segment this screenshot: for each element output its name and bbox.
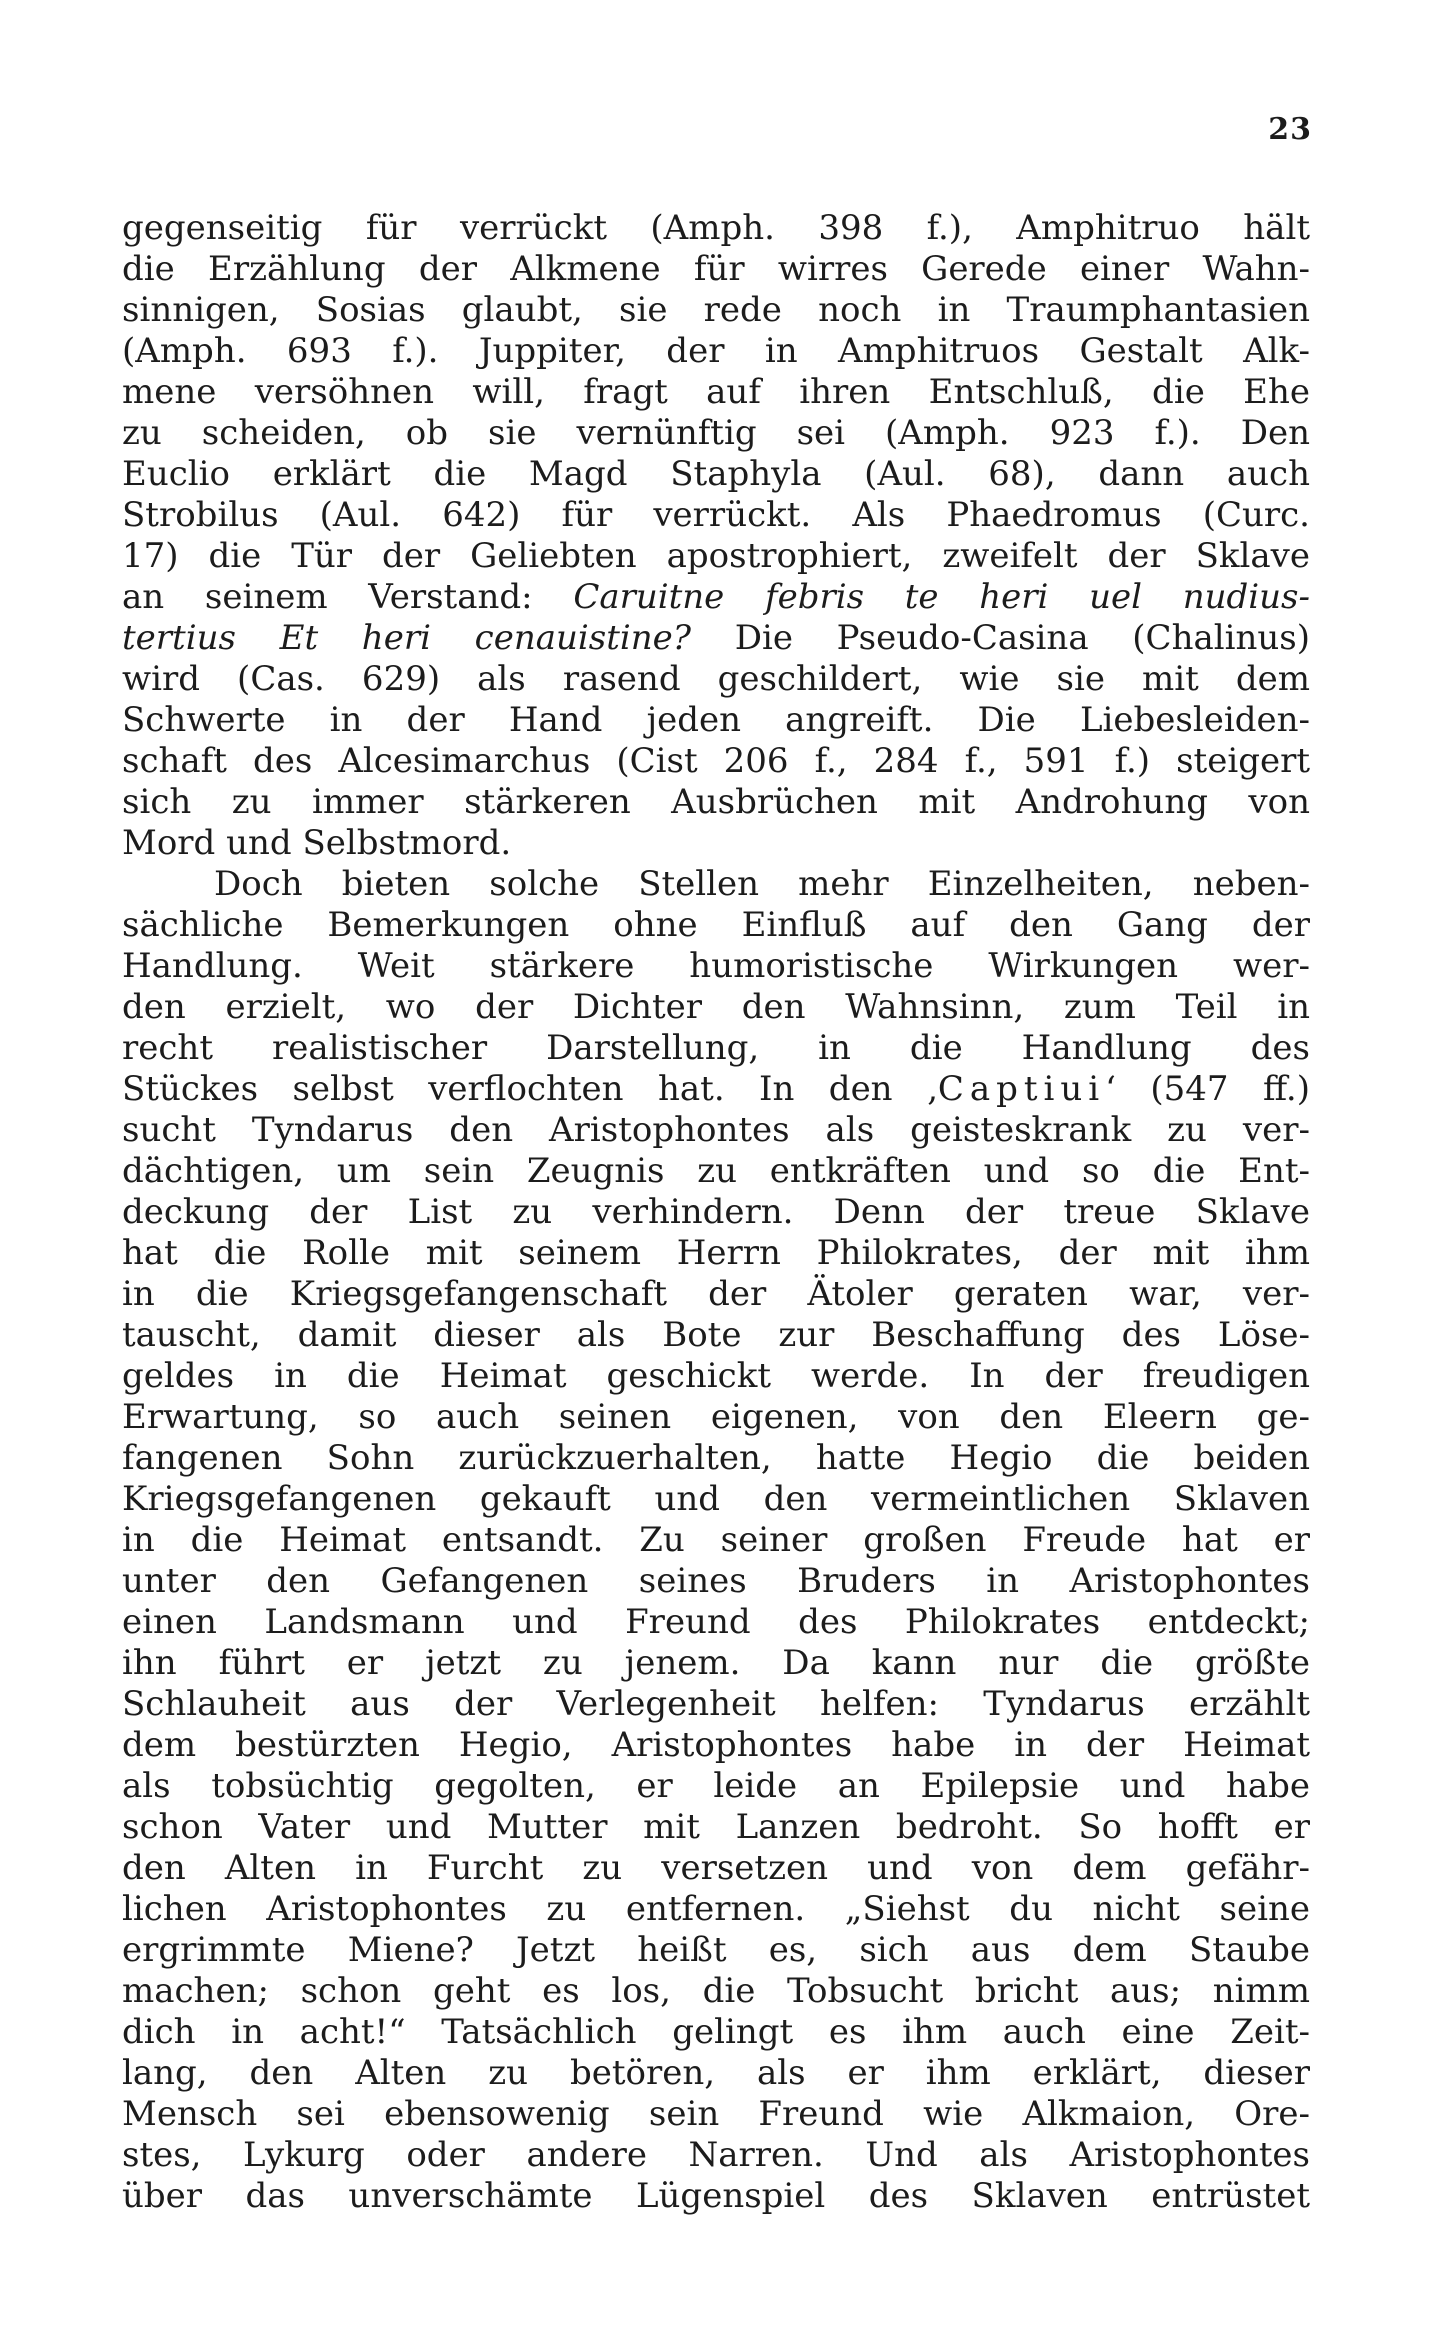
text-line: recht realistischer Darstellung, in die Handlung des xyxy=(122,1028,1310,1068)
text-line: in die Kriegsgefangenschaft der Ätoler geraten war, ver- xyxy=(122,1274,1310,1314)
text-line: gegenseitig für verrückt (Amph. 398 f.), Amphitruo hält xyxy=(122,208,1310,248)
text-line: schon Vater und Mutter mit Lanzen bedroht. So hofft er xyxy=(122,1807,1310,1847)
text-line: einen Landsmann und Freund des Philokrates entdeckt; xyxy=(122,1602,1310,1642)
text-line xyxy=(122,618,1310,659)
text-line: (Amph. 693 f.). Juppiter, der in Amphitruos Gestalt Alk- xyxy=(122,331,1310,371)
text-line: lang, den Alten zu betören, als er ihm erklärt, dieser xyxy=(122,2053,1310,2093)
text-line: Euclio erklärt die Magd Staphyla (Aul. 68), dann auch xyxy=(122,454,1310,494)
text-line: die Erzählung der Alkmene für wirres Gerede einer Wahn- xyxy=(122,249,1310,289)
text-line: stes, Lykurg oder andere Narren. Und als Aristophontes xyxy=(122,2135,1310,2175)
latin-quote: tertius Et heri cenauistine? xyxy=(122,618,691,658)
text-line: lichen Aristophontes zu entfernen. „Siehst du nicht seine xyxy=(122,1889,1310,1929)
text-line: Mensch sei ebensowenig sein Freund wie Alkmaion, Ore- xyxy=(122,2094,1310,2134)
text-line: machen; schon geht es los, die Tobsucht bricht aus; nimm xyxy=(122,1971,1310,2011)
text-line: hat die Rolle mit seinem Herrn Philokrates, der mit ihm xyxy=(122,1233,1310,1273)
text-line: über das unverschämte Lügenspiel des Sklaven entrüstet xyxy=(122,2176,1310,2216)
text-line: sich zu immer stärkeren Ausbrüchen mit Androhung von xyxy=(122,782,1310,822)
text-run: Stückes selbst verflochten hat. In den ‚ xyxy=(122,1069,938,1109)
text-line: mene versöhnen will, fragt auf ihren Entschluß, die Ehe xyxy=(122,372,1310,412)
text-run: an seinem Verstand: xyxy=(122,577,574,617)
play-title: Captiui xyxy=(937,1069,1106,1109)
text-line: Strobilus (Aul. 642) für verrückt. Als Phaedromus (Curc. xyxy=(122,495,1310,535)
text-run: ‘ (547 ff.) xyxy=(1105,1069,1310,1109)
text-line: geldes in die Heimat geschickt werde. In der freudigen xyxy=(122,1356,1310,1396)
text-line: unter den Gefangenen seines Bruders in Aristophontes xyxy=(122,1561,1310,1601)
text-line: den Alten in Furcht zu versetzen und von dem gefähr- xyxy=(122,1848,1310,1888)
text-line: den erzielt, wo der Dichter den Wahnsinn, zum Teil in xyxy=(122,987,1310,1027)
text-line: Schwerte in der Hand jeden angreift. Die Liebesleiden- xyxy=(122,700,1310,740)
page-number: 23 xyxy=(1268,112,1312,147)
text-line: Doch bieten solche Stellen mehr Einzelheiten, neben- xyxy=(214,864,1310,904)
text-line: sächliche Bemerkungen ohne Einfluß auf den Gang der xyxy=(122,905,1310,945)
text-line: in die Heimat entsandt. Zu seiner großen Freude hat er xyxy=(122,1520,1310,1560)
text-line: Erwartung, so auch seinen eigenen, von den Eleern ge- xyxy=(122,1397,1310,1437)
text-line: ergrimmte Miene? Jetzt heißt es, sich aus dem Staube xyxy=(122,1930,1310,1970)
text-line: dich in acht!“ Tatsächlich gelingt es ihm auch eine Zeit- xyxy=(122,2012,1310,2052)
text-line: sinnigen, Sosias glaubt, sie rede noch in Traumphantasien xyxy=(122,290,1310,330)
text-line: tauscht, damit dieser als Bote zur Beschaffung des Löse- xyxy=(122,1315,1310,1355)
text-line: Mord und Selbstmord. xyxy=(122,823,512,863)
text-line: schaft des Alcesimarchus (Cist 206 f., 284 f., 591 f.) steigert xyxy=(122,741,1310,781)
text-line: sucht Tyndarus den Aristophontes als geisteskrank zu ver- xyxy=(122,1110,1310,1150)
text-line: dächtigen, um sein Zeugnis zu entkräften und so die Ent- xyxy=(122,1151,1310,1191)
text-line: Kriegsgefangenen gekauft und den vermeintlichen Sklaven xyxy=(122,1479,1310,1519)
text-line: zu scheiden, ob sie vernünftig sei (Amph. 923 f.). Den xyxy=(122,413,1310,453)
text-line: als tobsüchtig gegolten, er leide an Epilepsie und habe xyxy=(122,1766,1310,1806)
text-line: dem bestürzten Hegio, Aristophontes habe in der Heimat xyxy=(122,1725,1310,1765)
text-line: ihn führt er jetzt zu jenem. Da kann nur die größte xyxy=(122,1643,1310,1683)
text-line: fangenen Sohn zurückzuerhalten, hatte Hegio die beiden xyxy=(122,1438,1310,1478)
text-line xyxy=(122,1069,1310,1110)
text-line: 17) die Tür der Geliebten apostrophiert, zweifelt der Sklave xyxy=(122,536,1310,576)
text-run: Die Pseudo-Casina (Chalinus) xyxy=(691,618,1310,658)
text-line: Schlauheit aus der Verlegenheit helfen: Tyndarus erzählt xyxy=(122,1684,1310,1724)
text-line xyxy=(122,577,1310,618)
text-line: Handlung. Weit stärkere humoristische Wirkungen wer- xyxy=(122,946,1310,986)
text-line: deckung der List zu verhindern. Denn der treue Sklave xyxy=(122,1192,1310,1232)
latin-quote: Caruitne febris te heri uel nudius- xyxy=(573,577,1310,617)
text-line: wird (Cas. 629) als rasend geschildert, wie sie mit dem xyxy=(122,659,1310,699)
body-text xyxy=(122,208,1310,2217)
